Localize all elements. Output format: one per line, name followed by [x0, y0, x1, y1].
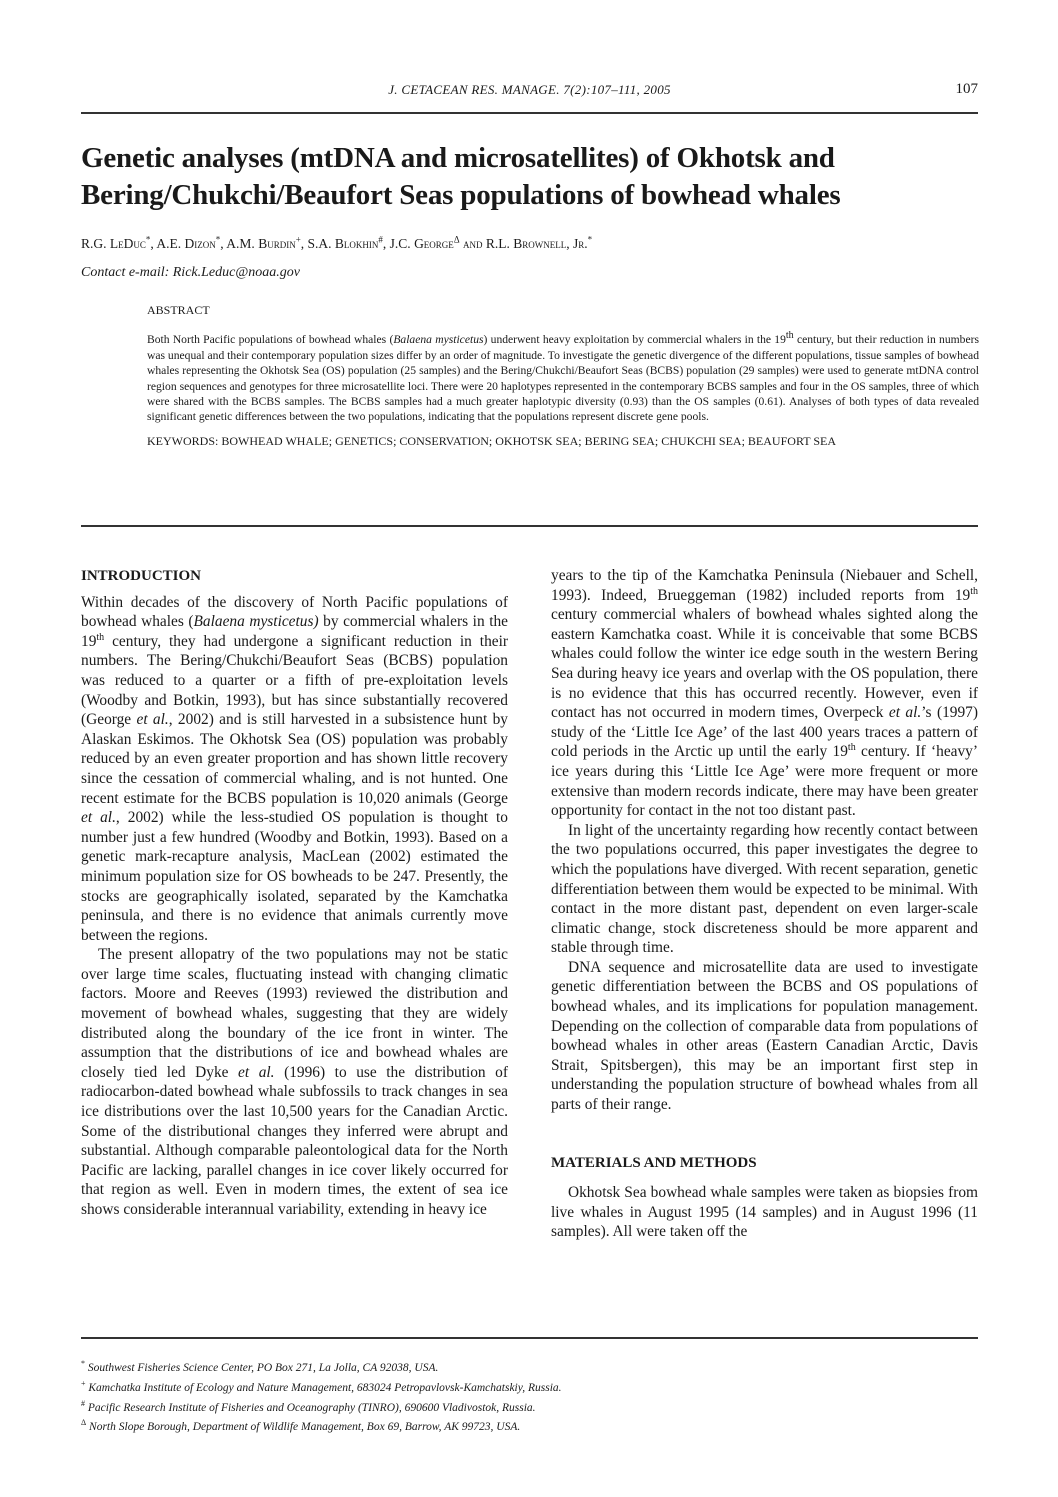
footnote-rule [81, 1337, 978, 1339]
right-column [551, 566, 978, 1242]
author: A.E. Dizon*, [156, 234, 227, 251]
author: R.G. LeDuc*, [81, 234, 157, 251]
author-list [81, 234, 592, 252]
keywords: KEYWORDS: BOWHEAD WHALE; GENETICS; CONSERVATION; OKHOTSK SEA; BERING SEA; CHUKCHI SEA; BEAUFORT SEA [147, 433, 837, 448]
footnote: + Kamchatka Institute of Ecology and Nature Management, 683024 Petropavlovsk-Kamchatskiy, Russia. [81, 1378, 562, 1394]
intro-paragraph-3: In light of the uncertainty regarding how recently contact between the two populations occurred, this paper investigates the degree to which the populations have diverged. With recent separation, genetic differentiation between them would be expected to be minimal. With contact in the more distant past, dependent on even larger-scale climatic change, stock discreteness should be more apparent and stable through time. [551, 821, 978, 957]
header-rule [81, 112, 978, 114]
footnote: $^\Delta$ North Slope Borough, Department of Wildlife Management, Box 69, Barrow, AK 99723, USA. [81, 1418, 521, 1434]
intro-paragraph-2-continued: years to the tip of the Kamchatka Peninsula (Niebauer and Schell, 1993). Indeed, Brueggeman (1982) included reports from 19th century commercial whalers of bowhead whales sighted along the eastern Kamchatka coast. While it is conceivable that some BCBS whales could follow the winter ice edge south in the western Bering Sea during heavy ice years and overlap with the OS population, there is no evidence that this has occurred recently. However, even if contact has not occurred in modern times, Overpeck et al.’s (1997) study of the ‘Little Ice Age’ of the last 400 years traces a pattern of cold periods in the Arctic up until the early 19th century. If ‘heavy’ ice years during this ‘Little Ice Age’ were more frequent or more extensive than modern records indicate, there may have been greater opportunity for contact in the not too distant past. [551, 567, 979, 820]
intro-paragraph-1: Within decades of the discovery of North Pacific populations of bowhead whales (Balaena mysticetus) by commercial whalers in the 19th century, they had undergone a significant reduction in their numbers. The Bering/Chukchi/Beaufort Seas (BCBS) population was reduced to a quarter or a fifth of pre-exploitation levels (Woodby and Botkin, 1993), but has since substantially recovered (George et al., 2002) and is still harvested in a subsistence hunt by Alaskan Eskimos. The Okhotsk Sea (OS) population was probably reduced by an even greater proportion and has shown little recovery since the cessation of commercial whaling, and is not hunted. One recent estimate for the BCBS population is 10,020 animals (George et al., 2002) while the less-studied OS population is thought to number just a few hundred (Woodby and Botkin, 1993). Based on a genetic mark-recapture analysis, MacLean (2002) estimated the minimum population size for OS bowheads to be 247. Presently, the stocks are geographically isolated, separated by the Kamchatka peninsula, and there is no evidence that animals currently move between the regions. [81, 593, 509, 944]
running-head [81, 82, 978, 102]
intro-paragraph-2: The present allopatry of the two populations may not be static over large time scales, fluctuating instead with changing climatic factors. Moore and Reeves (1993) reviewed the distribution and movement of bowhead whales, suggesting that they are widely distributed along the boundary of the ice front in winter. The assumption that the distributions of ice and bowhead whales are closely tied led Dyke et al. (1996) to use the distribution of radiocarbon-dated bowhead whale subfossils to track changes in sea ice distributions over the last 10,500 years for the Canadian Arctic. Some of the distributional changes they inferred were abrupt and substantial. Although comparable paleontological data for the North Pacific are lacking, parallel changes in ice cover likely occurred for that region as well. Even in modern times, the extent of sea ice shows considerable interannual variability, extending in heavy ice [81, 946, 508, 1218]
abstract-rule [81, 525, 978, 527]
abstract-text: Both North Pacific populations of bowhead whales (Balaena mysticetus) underwent heavy exploitation by commercial whalers in the 19th century, but their reduction in numbers was unequal and their contemporary population sizes differ by an order of magnitude. To investigate the genetic divergence of the different populations, tissue samples of bowhead whales representing the Okhotsk Sea (OS) population (25 samples) and the Bering/Chukchi/Beaufort Seas (BCBS) population (29 samples) were used to generate mtDNA control region sequences and genotypes for three microsatellite loci. There were 20 haplotypes represented in the contemporary BCBS samples and four in the OS samples, three of which were shared with the BCBS samples. The BCBS samples had a much greater haplotypic diversity (0.93) than the OS samples (0.61). Analyses of both types of data revealed significant genetic differences between the two populations, indicating that the populations represent discrete gene pools. [147, 330, 979, 424]
title-line-2: Bering/Chukchi/Beaufort Seas populations of bowhead whales [81, 179, 841, 211]
footnote: * Southwest Fisheries Science Center, PO Box 271, La Jolla, CA 92038, USA. [81, 1359, 439, 1374]
left-column [81, 567, 508, 1220]
author: A.M. Burdin+, [226, 234, 308, 251]
footnote: # Pacific Research Institute of Fisheries and Oceanography (TINRO), 690600 Vladivostok, Russia. [81, 1398, 536, 1414]
page-number: 107 [955, 81, 978, 97]
article-title [81, 140, 981, 214]
section-heading-methods: MATERIALS AND METHODS [551, 1154, 757, 1171]
title-line-1: Genetic analyses (mtDNA and microsatellites) of Okhotsk and [81, 142, 835, 174]
author: R.L. Brownell, Jr.* [485, 234, 593, 251]
journal-citation: J. CETACEAN RES. MANAGE. 7(2):107–111, 2005 [388, 82, 671, 97]
contact-email[interactable]: Contact e-mail: Rick.Leduc@noaa.gov [81, 265, 300, 280]
abstract [147, 303, 979, 449]
affiliation-footnotes [81, 1356, 562, 1435]
intro-paragraph-4: DNA sequence and microsatellite data are used to investigate genetic differentiation between the BCBS and OS populations of bowhead whales, and its implications for population management. Depending on the collection of comparable data from populations of bowhead whales in other areas (Eastern Canadian Arctic, Davis Strait, Spitsbergen), this may be an important first step in understanding the population structure of bowhead whales from all parts of their range. [551, 958, 978, 1114]
author: J.C. George$^\Delta$ and [389, 234, 486, 251]
methods-paragraph-1: Okhotsk Sea bowhead whale samples were taken as biopsies from live whales in August 1995 (14 samples) and in August 1996 (11 samples). All were taken off the [551, 1184, 978, 1241]
author: S.A. Blokhin#, [307, 234, 390, 251]
abstract-label: ABSTRACT [147, 303, 210, 317]
section-heading-introduction: INTRODUCTION [81, 568, 202, 584]
